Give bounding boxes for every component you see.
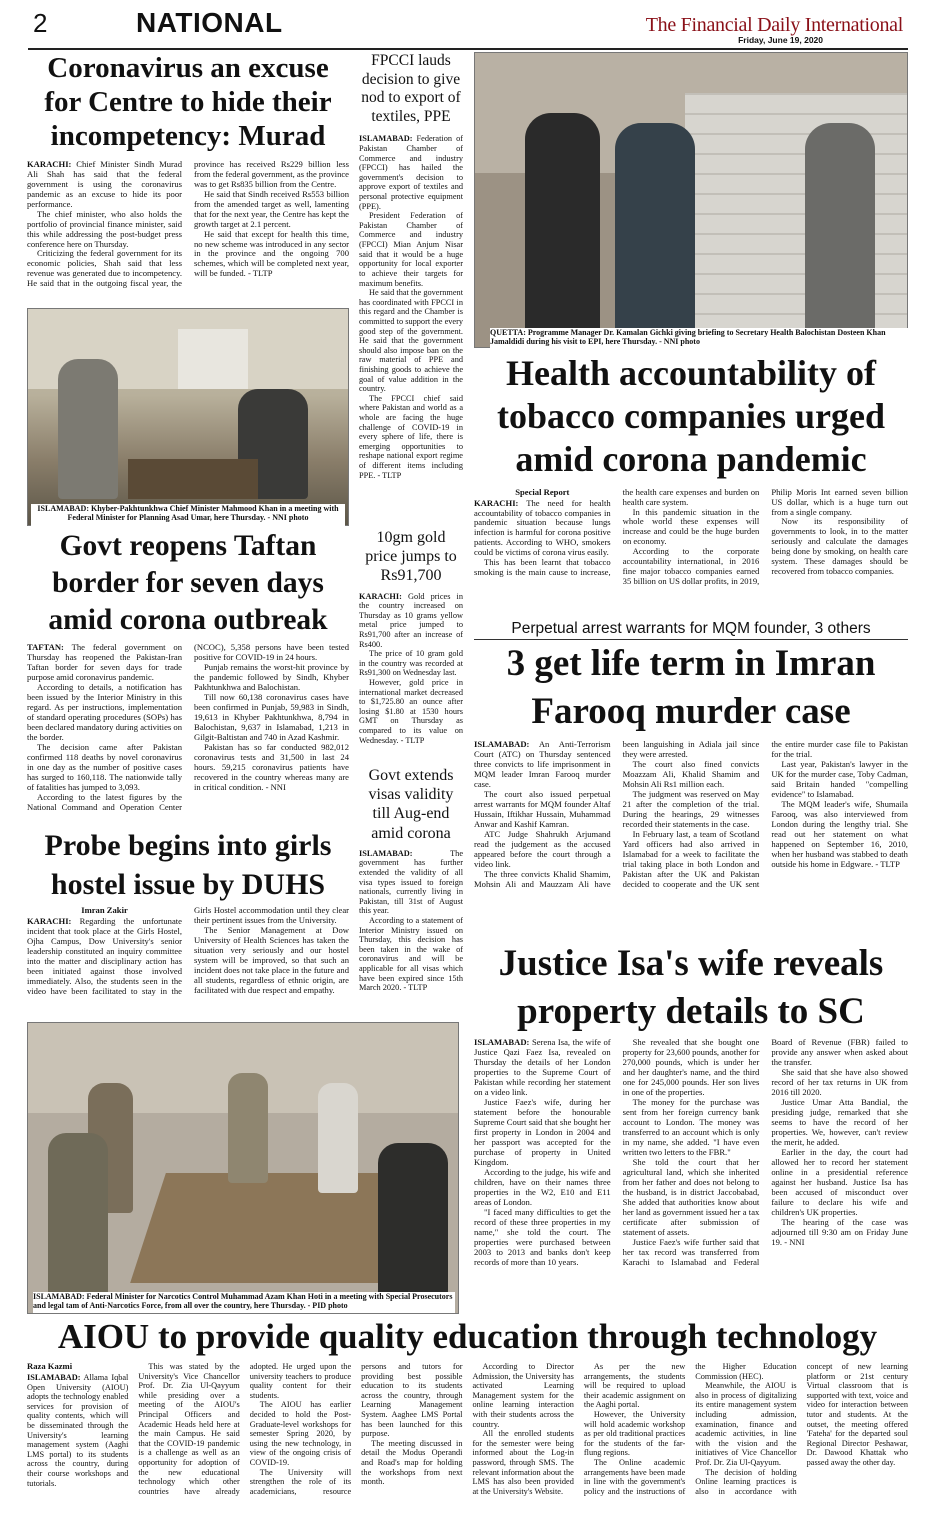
taftan-body: TAFTAN: The federal government on Thursday has reopened the Pakistan-Iran Taftan border for seven days for trade purpose amid coronavirus pandemic. According to details, a notification has been issued by the Interior Ministry in this regard. As per instructions, implementation of standard operating procedures (SOPs) has been declared mandatory during activities on the border. The decision came after Pakistan confirmed 118 deaths by novel coronavirus in one day as the number of positive cases has surged to 160,118. The nationwide tally of fatalities has jumped to 3,093. According to the latest figures by the National Command and Operation Center (NCOC), 5,358 persons have been tested positive for COVID-19 in 24 hours. Punjab remains the worst-hit province by the pandemic followed by Sindh, Khyber Pakhtunkhwa and Balochistan. Till now 60,138 coronavirus cases have been confirmed in Punjab, 59,983 in Sindh, 19,613 in Khyber Pakhtunkhwa, 8,794 in Balochistan, 9,637 in Islamabad, 1,213 in Gilgit-Baltistan and 740 in Azad Kashmir. Pakistan has so far conducted 982,012 coronavirus tests and 31,500 in last 24 hours. 59,215 coronavirus patients have recovered in the country whereas many are in critical condition. - NNI bbox=[27, 642, 349, 812]
tobacco-byline: Special Report bbox=[515, 486, 570, 497]
photo1-caption: ISLAMABAD: Khyber-Pakhtunkhwa Chief Minister Mahmood Khan in a meeting with Federal Minister for Planning Asad Umar, here Thursday. - NNI photo bbox=[31, 504, 345, 526]
page-header bbox=[0, 0, 945, 52]
duhs-story bbox=[27, 826, 349, 1016]
duhs-body: Imran Zakir KARACHI: Regarding the unfortunate incident that took place at the Girls Hostel, Ojha Campus, Dow University's senior leadership constituted an inquiry committee into the matter and disciplinary action has been initiated against those involved immediately. Also, the students seen in the video have been facilitated to stay in the Girls Hostel accommodation until they clear their pertinent issues from the University. The Senior Management at Dow University of Health Sciences has taken the situation very seriously and our hostel system will be improved, so that such an incident does not take place in the future and all students, regardless of ethnic origin, are facilitated with due respect and empathy. bbox=[27, 905, 349, 996]
taftan-headline: Govt reopens Taftan border for seven days amid corona outbreak bbox=[48, 530, 328, 637]
photo2-caption: QUETTA: Programme Manager Dr. Kamalan Gichki giving briefing to Secretary Health Balochistan Dosteen Khan Jamaldidi during his visit to EPI, here Thursday. - NNI photo bbox=[490, 328, 910, 348]
aiou-byline: Raza Kazmi bbox=[27, 1361, 73, 1371]
aiou-headline: AIOU to provide quality education through technology bbox=[57, 1317, 878, 1356]
tobacco-headline: Health accountability of tobacco companies urged amid corona pandemic bbox=[497, 353, 885, 480]
visas-body: ISLAMABAD: The government has further extended the validity of all visa types issued to foreign nationals, currently living in Pakistan, till 31st of August this year. According to a statement of Interior Ministry issued on Thursday, this decision has been taken in the wake of coronavirus and will be applicable for all visas which have been expired since 15th March 2020. - TLTP bbox=[359, 848, 463, 993]
masthead: The Financial Daily International bbox=[645, 14, 903, 36]
murad-story bbox=[27, 52, 349, 304]
gold-body: KARACHI: Gold prices in the country increased on Thursday as 10 grams yellow metal price jumped to Rs91,700 after an increase of Rs400. The price of 10 gram gold in the country was recorded at Rs91,300 on Wednesday last. However, gold price in international market decreased to $1,725.80 an ounce after losing $1.80 at 1530 hours GMT on Thursday as compared to its value on Wednesday. - TLTP bbox=[359, 591, 463, 745]
duhs-headline: Probe begins into girls hostel issue by DUHS bbox=[44, 829, 332, 901]
taftan-story bbox=[27, 528, 349, 826]
murad-headline: Coronavirus an excuse for Centre to hide their incompetency: Murad bbox=[44, 52, 332, 152]
mqm-body: ISLAMABAD: An Anti-Terrorism Court (ATC) on Thursday sentenced three convicts to life imprisonment in MQM leader Imran Farooq murder case. The court also issued perpetual arrest warrants for MQM founder Altaf Hussain, Iftikhar Hussain, Muhammad Anwar and Kashif Kamran. ATC Judge Shahrukh Arjumand read the judgement as the accused appeared before the court through a video link. The three convicts Khalid Shamim, Mohsin Ali and Mauzzam Ali have been languishing in Adiala jail since they were arrested. The court also fined convicts Moazzam Ali, Khalid Shamim and Mohsin Ali Rs1 million each. The judgment was reserved on May 21 after the completion of the trial. During the hearings, 29 witnesses recorded their statements in the case. In February last, a team of Scotland Yard officers had also arrived in Islamabad for a week to facilitate the trial taking place in both London and Pakistan after the UK and Pakistan decided to cooperate and the UK sent the entire murder case file to Pakistan for the trial. Last year, Pakistan's lawyer in the UK for the murder case, Toby Cadman, said Britain handed "compelling evidence" to Islamabad. The MQM leader's wife, Shumaila Farooq, was also interviewed from London during the lengthy trial. She read out her statement on what happened on September 16, 2010, when her husband was stabbed to death outside his home in Edgware. - TLTP bbox=[474, 739, 908, 889]
isa-story bbox=[474, 940, 908, 1312]
gold-story bbox=[359, 528, 463, 766]
fpcci-story bbox=[359, 52, 463, 524]
mqm-story bbox=[474, 620, 908, 938]
photo3-caption: ISLAMABAD: Federal Minister for Narcotics Control Muhammad Azam Khan Hoti in a meeting with Special Prosecutors and legal tam of Anti-Narcotics Force, from all over the country, here Thursday. - PID photo bbox=[33, 1292, 455, 1313]
photo-kp-cm-meeting bbox=[27, 308, 349, 526]
issue-date: Friday, June 19, 2020 bbox=[738, 35, 823, 45]
section-title: NATIONAL bbox=[136, 7, 283, 38]
fpcci-headline: FPCCI lauds decision to give nod to export of textiles, PPE bbox=[361, 52, 461, 125]
tobacco-story bbox=[474, 352, 908, 614]
isa-headline: Justice Isa's wife reveals property details to SC bbox=[498, 943, 884, 1033]
duhs-byline: Imran Zakir bbox=[81, 905, 128, 915]
tobacco-body: Special Report KARACHI: The need for health accountability of tobacco companies in pandemic situation because lungs infection is harmful for corona positive patients. According to WHO, smokers could be victims of corona virus easily. This has been learnt that tobacco smoking is the main cause to increase, the health care expenses and burden on health care system. In this pandemic situation in the whole world these expenses will increase and could be the huge burden on economy. According to the corporate accountability international, in 2016 fine major tobacco companies earned 35 billion on US dollar profits, in 2019, Philip Moris Int earned seven billion US dollar, which is a huge turn out from a single company. Now its responsibility of governments to look, in to the matter seriously and calculate the damages being done by smoking, on health care system. These damages should be recovered from tobacco companies. bbox=[474, 486, 908, 587]
murad-body: KARACHI: Chief Minister Sindh Murad Ali Shah has said that the federal government is using the coronavirus pandemic as an excuse to hide its poor performance. The chief minister, who also holds the portfolio of provincial finance minister, said this while addressing the post-budget press conference here on Thursday. Criticizing the federal government for its economic policies, Shah said that less revenue was generated due to incompetency. He said that in the outgoing fiscal year, the province has received Rs229 billion less from the federal government, as the province was to get Rs835 billion from the Centre. He said that Sindh received Rs553 billion from the amended target as well, lamenting that for the next year, the Centre has kept the growth target at 2.1 percent. He said that except for health this time, no new scheme was introduced in any sector in the province and the ongoing 700 schemes, which will be completed next year, will be funded. - TLTP bbox=[27, 158, 349, 289]
aiou-body: Raza Kazmi ISLAMABAD: Allama Iqbal Open University (AIOU) adopts the technology enabled services for provision of quality contents, which will be disseminated through the University's learning management system (Aaghi LMS portal) to its students across the country, during their course workshops and tutorials. This was stated by the University's Vice Chancellor Prof. Dr. Zia Ul-Qayyum while presiding over a meeting of the AIOU's Principal Officers and Academic Heads held here at the main Campus. He said that the COVID-19 pandemic is a challenge as well as an opportunity for adoption of the new educational technology which other countries have already adopted. He urged upon the university teachers to produce quality content for their students. The AIOU has earlier decided to hold the Post-Graduate-level workshops for semester Spring 2020, by using the new technology, in view of the ongoing crisis of COVID-19. The University will strengthen the role of its academicians, resource persons and tutors for providing best possible education to its students across the country, through Learning Management System. Aaghee LMS Portal has been launched for this purpose. The meeting discussed in detail the Modus Operandi and Road's map for holding the workshops from next month. According to Director Admission, the University has activated Learning Management system for the online learning interaction with their students across the country. All the enrolled students for the semester were being informed about the Log-in password, through SMS. The relevant information about the LMS has also been provided at the University's Website. As per the new arrangements, the students will be required to upload their academic assignment on the Aaghi portal. However, the University will hold academic workshop as per old traditional practices for the students of the far-flung regions. The Online academic arrangements have been made in line with the government's policy and the instructions of the Higher Education Commission (HEC). Meanwhile, the AIOU is also in process of digitalizing its entire management system including admission, examination, finance and academic activities, in line with the vision and the initiatives of Vice Chancellor Prof. Dr. Zia Ul-Qayyum. The decision of holding Online learning practices is also in accordance with concept of new learning platform or 21st century Virtual classroom that is supported with text, voice and video for interaction between tutor and students. At the outset, the meeting offered 'Fateha' for the departed soul Regional Director Peshawar, Dr. Dawood Khattak who passed away the other day. bbox=[27, 1361, 908, 1496]
aiou-story bbox=[27, 1316, 908, 1520]
photo-narcotics-meeting bbox=[27, 1022, 459, 1314]
mqm-headline: 3 get life term in Imran Farooq murder case bbox=[506, 643, 876, 733]
photo-quetta-epi-visit bbox=[474, 52, 908, 348]
visas-story bbox=[359, 766, 463, 1016]
isa-body: ISLAMABAD: Serena Isa, the wife of Justice Qazi Faez Isa, revealed on Thursday the details of her London properties to the Supreme Court of Pakistan while recording her statement on a video link. Justice Faez's wife, during her statement before the honourable Supreme Court said that she bought her first property in London in 2004 and her passport was accepted for the purchase of property in United Kingdom. According to the judge, his wife and children, have on their names three properties in the W2, E10 and E11 areas of London. "I faced many difficulties to get the record of these three properties in my name," she told the court. The properties were purchased between 2003 to 2013 and banks don't keep records of more than 10 years. She revealed that she bought one property for 23,600 pounds, another for 270,000 pounds, which is under her and her daughter's name, and the third one for 245,000 pounds. Her son lives in one of the properties. The money for the purchase was sent from her foreign currency bank account to London. The money was transferred to an account which is only in my name, she added. "I have even written two letters to the FBR." She told the court that her agricultural land, which she inherited from her father and does not belong to the husband, is in district Jaccobabad, She added that authorities know about her land as government issued her a tax certificate after submission of statement of assets. Justice Faez's wife further said that her tax record was transferred from Karachi to Islamabad and Federal Board of Revenue (FBR) failed to provide any answer when asked about the transfer. She said that she have also showed record of her tax returns in UK from 2016 till 2020. Justice Umar Atta Bandial, the presiding judge, remarked that she seems to have the record of her properties. We, however, can't review the merit, he added. Earlier in the day, the court had allowed her to record her statement online in a presidential reference against her husband. Justice Isa has been accused of misconduct over failure to declare his wife and children's UK properties. The hearing of the case was adjourned till 9:30 am on Friday June 19. - NNI bbox=[474, 1037, 908, 1267]
visas-headline: Govt extends visas validity till Aug-end amid corona bbox=[368, 767, 454, 842]
gold-headline: 10gm gold price jumps to Rs91,700 bbox=[365, 529, 457, 585]
page-number: 2 bbox=[33, 8, 48, 38]
fpcci-body: ISLAMABAD: Federation of Pakistan Chamber of Commerce and industry (FPCCI) has hailed the government's decision to approve export of textiles and personal protective equipment (PPE). President Federation of Pakistan Chamber of Commerce and industry (FPCCI) Mian Anjum Nisar said that it would be a huge opportunity for local exporter to achieve their targets for maximum benefits. He said that the government has coordinated with FPCCI in this regard and the Chamber is committed to support the every good step of the government. He said that the government should also impose ban on the raw material of PPE and finishing goods to achieve the goal of value addition in the country. The FPCCI chief said where Pakistan and world as a whole are facing the huge challenge of COVID-19 in every sphere of life, there is emerging opportunities to reshape national export regime of different items including PPE. - TLTP bbox=[359, 134, 463, 480]
mqm-kicker: Perpetual arrest warrants for MQM founder, 3 others bbox=[474, 620, 908, 640]
header-rule bbox=[28, 48, 908, 50]
